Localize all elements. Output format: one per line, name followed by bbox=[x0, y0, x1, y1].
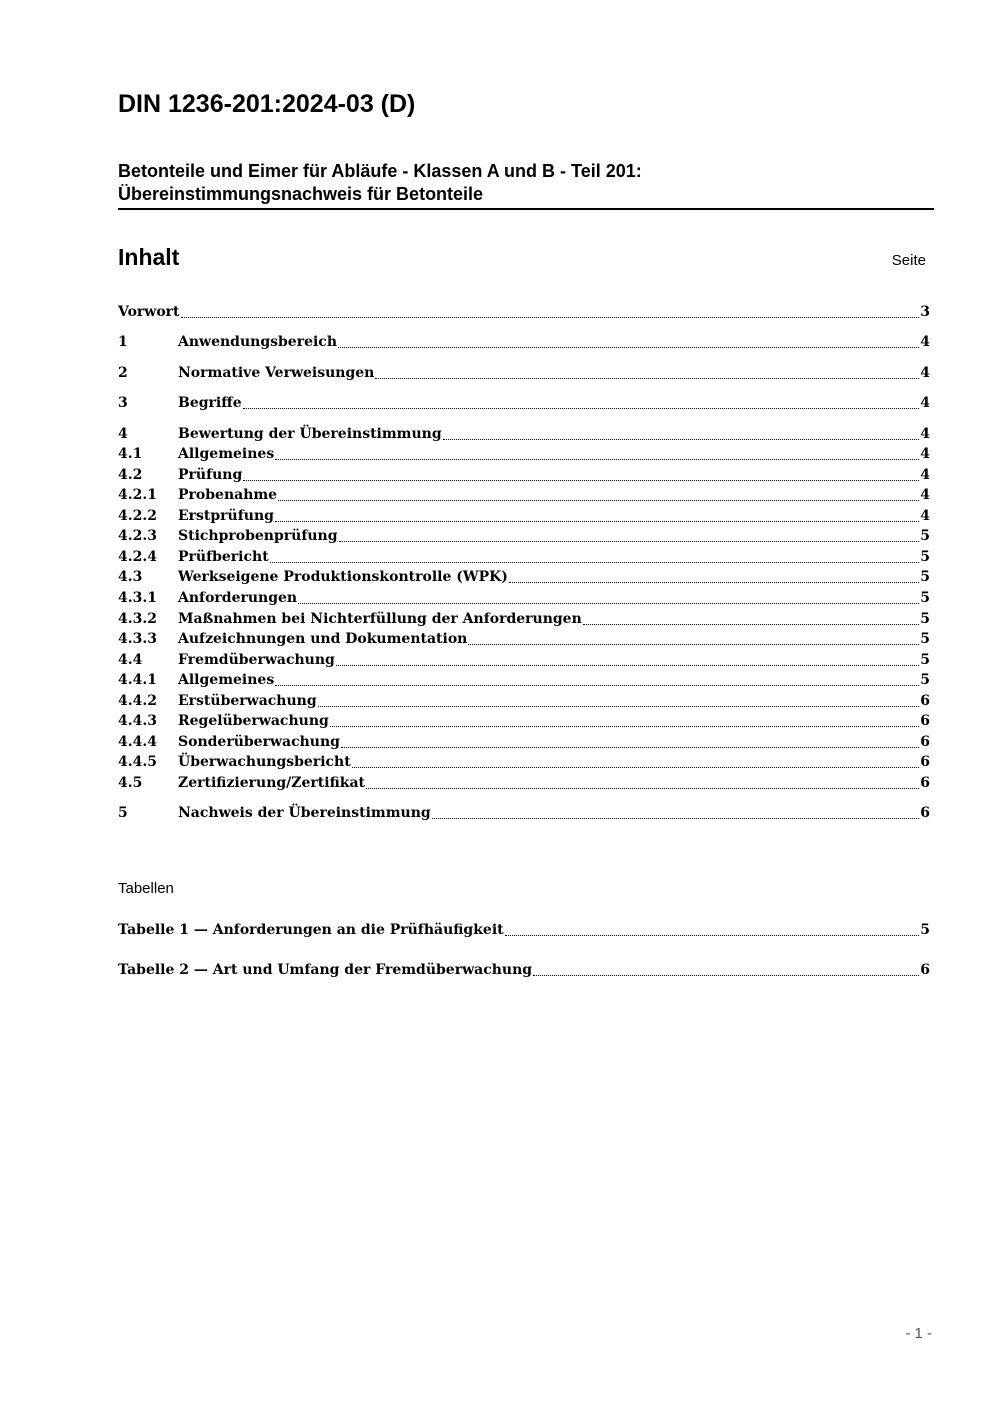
toc-entry-title: Aufzeichnungen und Dokumentation bbox=[178, 631, 468, 647]
toc-entry-4-2-2[interactable] bbox=[118, 506, 930, 526]
toc-entry-number: 4.4.3 bbox=[118, 713, 157, 729]
toc-entry-title: Maßnahmen bei Nichterfüllung der Anforderungen bbox=[178, 611, 582, 627]
toc-entry-page: 5 bbox=[920, 569, 930, 585]
toc-entry-number: 4.3.1 bbox=[118, 590, 157, 606]
toc-dot-leader bbox=[298, 602, 919, 604]
toc-entry-page: 6 bbox=[920, 805, 930, 821]
toc-entry-1[interactable] bbox=[118, 332, 930, 352]
toc-entry-vorwort[interactable] bbox=[118, 302, 930, 322]
toc-dot-leader bbox=[318, 705, 920, 707]
toc-entry-number: 4.4.2 bbox=[118, 693, 157, 709]
table-list-entry-2[interactable] bbox=[118, 960, 930, 980]
toc-entry-page: 4 bbox=[920, 395, 930, 411]
toc-entry-title: Erstprüfung bbox=[178, 508, 274, 524]
toc-dot-leader bbox=[366, 787, 919, 789]
table-list-entry-1[interactable] bbox=[118, 920, 930, 940]
toc-entry-number: 4.4.1 bbox=[118, 672, 157, 688]
toc-dot-leader bbox=[275, 458, 919, 460]
toc-entry-page: 4 bbox=[920, 446, 930, 462]
table-list-entry-page: 5 bbox=[920, 922, 930, 938]
toc-entry-number: 1 bbox=[118, 334, 128, 350]
toc-entry-number: 4.2.3 bbox=[118, 528, 157, 544]
toc-heading: Inhalt bbox=[118, 244, 180, 270]
toc-entry-number: 2 bbox=[118, 365, 128, 381]
toc-entry-page: 4 bbox=[920, 508, 930, 524]
toc-entry-4-4-3[interactable] bbox=[118, 711, 930, 731]
document-subtitle bbox=[118, 160, 934, 210]
toc-dot-leader bbox=[181, 316, 920, 318]
toc-entry-2[interactable] bbox=[118, 363, 930, 383]
toc-entry-page: 6 bbox=[920, 754, 930, 770]
toc-entry-page: 6 bbox=[920, 713, 930, 729]
subtitle-line-2: Übereinstimmungsnachweis für Betonteile bbox=[118, 184, 484, 204]
toc-entry-4[interactable] bbox=[118, 424, 930, 444]
toc-entry-number: 4.1 bbox=[118, 446, 143, 462]
toc-entry-page: 4 bbox=[920, 487, 930, 503]
tables-list-heading: Tabellen bbox=[118, 880, 174, 897]
toc-entry-page: 5 bbox=[920, 528, 930, 544]
toc-entry-page: 6 bbox=[920, 693, 930, 709]
toc-dot-leader bbox=[336, 664, 919, 666]
toc-entry-title: Fremdüberwachung bbox=[178, 652, 335, 668]
toc-entry-page: 5 bbox=[920, 590, 930, 606]
toc-entry-page: 5 bbox=[920, 672, 930, 688]
table-list-entry-title: Tabelle 2 — Art und Umfang der Fremdüberwachung bbox=[118, 962, 533, 978]
toc-dot-leader bbox=[583, 623, 919, 625]
toc-entry-4-4-2[interactable] bbox=[118, 691, 930, 711]
toc-dot-leader bbox=[243, 479, 919, 481]
toc-entry-4-5[interactable] bbox=[118, 773, 930, 793]
table-list-entry-page: 6 bbox=[920, 962, 930, 978]
toc-dot-leader bbox=[341, 746, 919, 748]
page-number: - 1 - bbox=[905, 1325, 932, 1342]
toc-entry-page: 4 bbox=[920, 426, 930, 442]
toc-entry-4-3-3[interactable] bbox=[118, 629, 930, 649]
toc-entry-title: Prüfung bbox=[178, 467, 243, 483]
document-designation: DIN 1236-201:2024-03 (D) bbox=[118, 90, 416, 118]
table-list-entry-title: Tabelle 1 — Anforderungen an die Prüfhäufigkeit bbox=[118, 922, 504, 938]
toc-dot-leader bbox=[330, 725, 919, 727]
toc-entry-page: 6 bbox=[920, 734, 930, 750]
toc-dot-leader bbox=[243, 407, 920, 409]
toc-entry-4-4[interactable] bbox=[118, 650, 930, 670]
toc-entry-4-3-1[interactable] bbox=[118, 588, 930, 608]
toc-entry-number: 4.4.4 bbox=[118, 734, 157, 750]
toc-entry-title: Prüfbericht bbox=[178, 549, 269, 565]
toc-dot-leader bbox=[275, 520, 919, 522]
toc-dot-leader bbox=[352, 766, 920, 768]
toc-dot-leader bbox=[432, 817, 920, 819]
toc-entry-title: Werkseigene Produktionskontrolle (WPK) bbox=[178, 569, 508, 585]
toc-entry-4-3-2[interactable] bbox=[118, 609, 930, 629]
toc-dot-leader bbox=[468, 643, 919, 645]
toc-entry-title: Allgemeines bbox=[178, 446, 275, 462]
toc-entry-page: 5 bbox=[920, 652, 930, 668]
toc-entry-number: 4.2.1 bbox=[118, 487, 157, 503]
toc-entry-5[interactable] bbox=[118, 803, 930, 823]
toc-page-column-label: Seite bbox=[891, 252, 926, 269]
toc-dot-leader bbox=[375, 377, 919, 379]
toc-dot-leader bbox=[270, 561, 920, 563]
toc-entry-number: 4.5 bbox=[118, 775, 143, 791]
toc-entry-4-4-1[interactable] bbox=[118, 670, 930, 690]
toc-entry-page: 6 bbox=[920, 775, 930, 791]
toc-entry-title: Erstüberwachung bbox=[178, 693, 317, 709]
toc-entry-title: Anwendungsbereich bbox=[178, 334, 337, 350]
toc-dot-leader bbox=[275, 684, 919, 686]
toc-dot-leader bbox=[278, 499, 919, 501]
toc-entry-4-4-5[interactable] bbox=[118, 752, 930, 772]
subtitle-line-1: Betonteile und Eimer für Abläufe - Klassen A und B - Teil 201: bbox=[118, 161, 642, 181]
toc-entry-page: 5 bbox=[920, 631, 930, 647]
toc-entry-page: 5 bbox=[920, 611, 930, 627]
toc-entry-number: 4.3 bbox=[118, 569, 143, 585]
toc-entry-title: Allgemeines bbox=[178, 672, 275, 688]
toc-entry-number: 4.2.2 bbox=[118, 508, 157, 524]
toc-dot-leader bbox=[338, 346, 919, 348]
toc-entry-title: Sonderüberwachung bbox=[178, 734, 340, 750]
toc-entry-4-2-3[interactable] bbox=[118, 526, 930, 546]
toc-entry-title: Anforderungen bbox=[178, 590, 298, 606]
toc-entry-4-3[interactable] bbox=[118, 567, 930, 587]
toc-dot-leader bbox=[505, 934, 920, 936]
toc-entry-page: 5 bbox=[920, 549, 930, 565]
toc-entry-title: Nachweis der Übereinstimmung bbox=[178, 805, 431, 821]
toc-entry-title: Normative Verweisungen bbox=[178, 365, 375, 381]
toc-entry-page: 4 bbox=[920, 334, 930, 350]
toc-entry-number: 4.2 bbox=[118, 467, 143, 483]
toc-entry-3[interactable] bbox=[118, 393, 930, 413]
toc-entry-title: Vorwort bbox=[118, 304, 180, 320]
toc-entry-title: Zertifizierung/Zertifikat bbox=[178, 775, 365, 791]
toc-entry-title: Begriffe bbox=[178, 395, 242, 411]
toc-entry-title: Stichprobenprüfung bbox=[178, 528, 338, 544]
toc-entry-number: 5 bbox=[118, 805, 128, 821]
toc-entry-4-2-1[interactable] bbox=[118, 485, 930, 505]
toc-entry-title: Probenahme bbox=[178, 487, 278, 503]
toc-entry-number: 4.3.3 bbox=[118, 631, 157, 647]
toc-entry-number: 4.4.5 bbox=[118, 754, 157, 770]
toc-entry-number: 3 bbox=[118, 395, 128, 411]
toc-dot-leader bbox=[533, 974, 919, 976]
toc-dot-leader bbox=[509, 581, 919, 583]
toc-entry-number: 4 bbox=[118, 426, 128, 442]
toc-entry-number: 4.2.4 bbox=[118, 549, 157, 565]
toc-entry-number: 4.4 bbox=[118, 652, 143, 668]
toc-entry-4-1[interactable] bbox=[118, 444, 930, 464]
toc-entry-4-2[interactable] bbox=[118, 465, 930, 485]
toc-entry-title: Überwachungsbericht bbox=[178, 754, 351, 770]
toc-entry-4-4-4[interactable] bbox=[118, 732, 930, 752]
toc-entry-page: 4 bbox=[920, 467, 930, 483]
toc-dot-leader bbox=[443, 438, 920, 440]
toc-entry-number: 4.3.2 bbox=[118, 611, 157, 627]
toc-entry-title: Bewertung der Übereinstimmung bbox=[178, 426, 442, 442]
toc-entry-4-2-4[interactable] bbox=[118, 547, 930, 567]
toc-dot-leader bbox=[339, 540, 920, 542]
toc-entry-page: 4 bbox=[920, 365, 930, 381]
toc-entry-page: 3 bbox=[920, 304, 930, 320]
toc-entry-title: Regelüberwachung bbox=[178, 713, 329, 729]
